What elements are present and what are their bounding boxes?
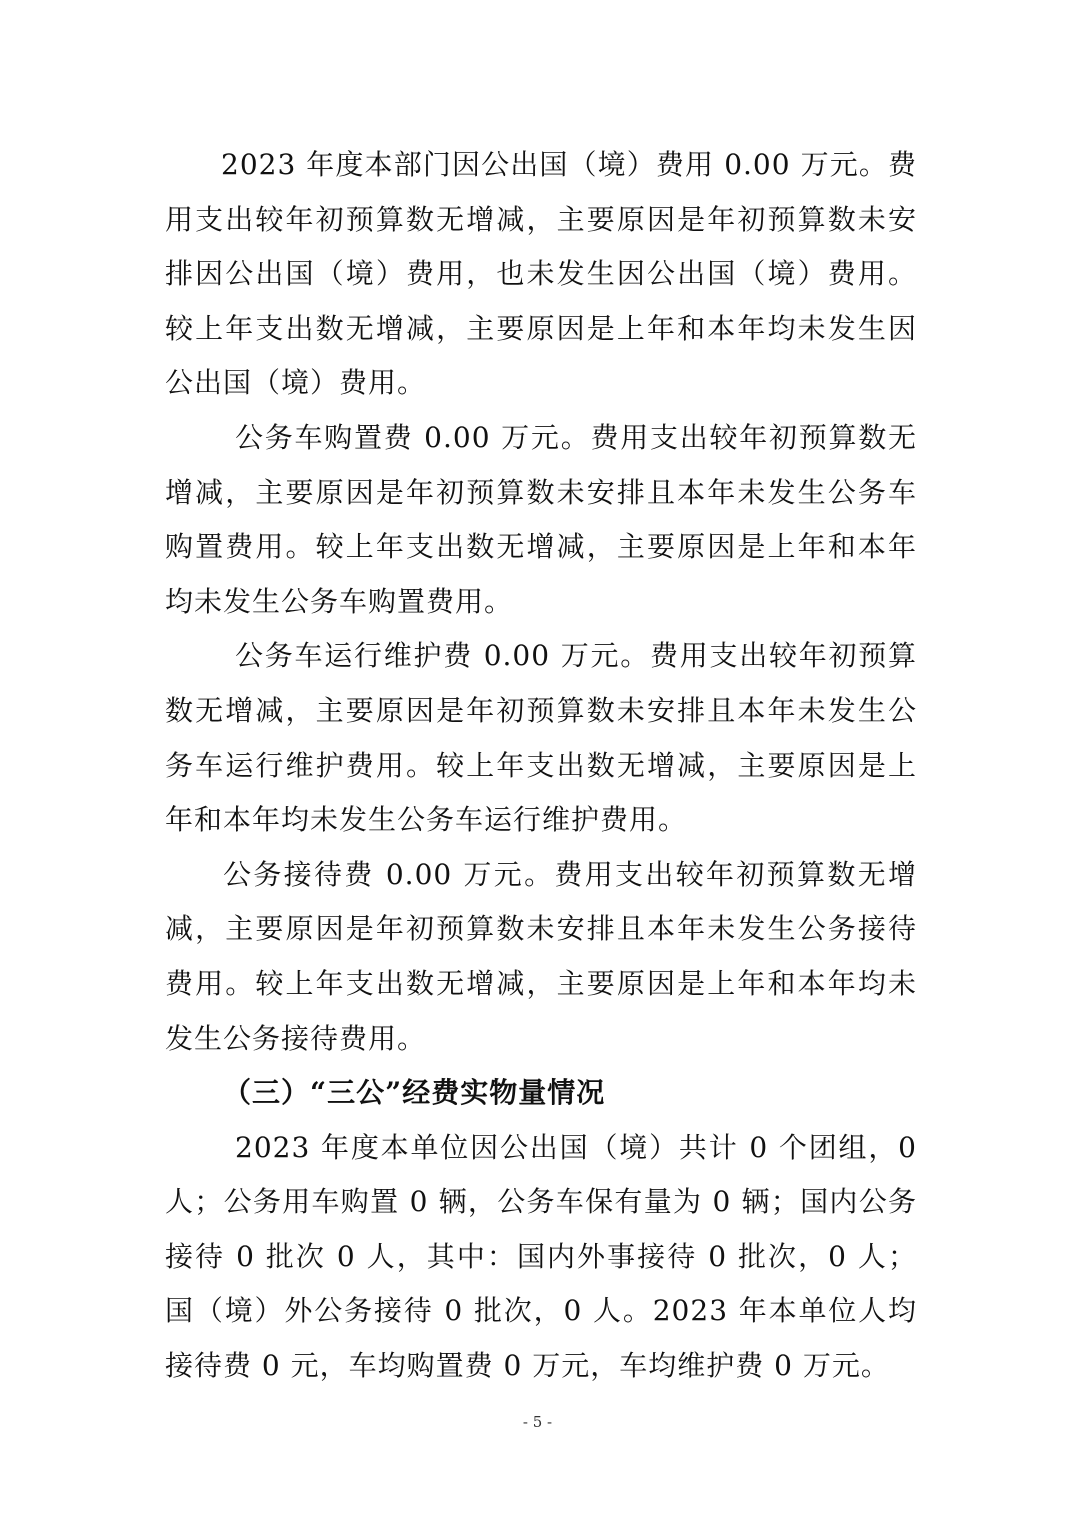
page-number: - 5 - bbox=[522, 1413, 553, 1431]
section-heading: （三）“三公”经费实物量情况 bbox=[223, 1076, 606, 1110]
paragraph-physical-quantity: 2023 年度本单位因公出国（境）共计 0 个团组，0 人；公务用车购置 0 辆，公务车保有量为 0 辆；国内公务接待 0 批次 0 人，其中：国内外事接待 0 批次，0 人；国（境）外公务接待 0 批次，0 人。2023 年本单位人均接待费 0 元，车均购置费 0 万元，车均维护费 0 万元。 bbox=[165, 1130, 917, 1383]
paragraph-overseas-travel: 2023 年度本部门因公出国（境）费用 0.00 万元。费用支出较年初预算数无增减，主要原因是年初预算数未安排因公出国（境）费用，也未发生因公出国（境）费用。较上年支出数无增减，主要原因是上年和本年均未发生因公出国（境）费用。 bbox=[165, 148, 917, 400]
paragraph-vehicle-purchase: 公务车购置费 0.00 万元。费用支出较年初预算数无增减，主要原因是年初预算数未安排且本年未发生公务车购置费用。较上年支出数无增减，主要原因是上年和本年均未发生公务车购置费用。 bbox=[165, 420, 917, 618]
paragraph-official-reception: 公务接待费 0.00 万元。费用支出较年初预算数无增减，主要原因是年初预算数未安排且本年未发生公务接待费用。较上年支出数无增减，主要原因是上年和本年均未发生公务接待费用。 bbox=[165, 857, 917, 1055]
body-text bbox=[165, 138, 917, 1394]
paragraph-vehicle-maintenance: 公务车运行维护费 0.00 万元。费用支出较年初预算数无增减，主要原因是年初预算数未安排且本年未发生公务车运行维护费用。较上年支出数无增减，主要原因是上年和本年均未发生公务车运行维护费用。 bbox=[165, 639, 917, 837]
